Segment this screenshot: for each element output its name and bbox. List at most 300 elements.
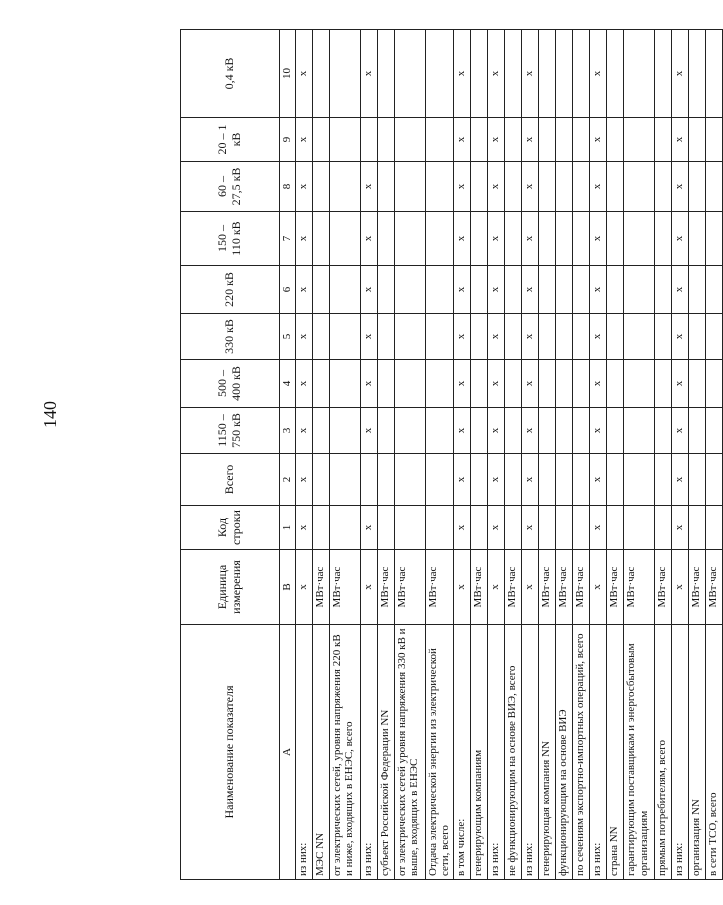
table-cell: х bbox=[521, 30, 538, 118]
table-cell bbox=[394, 30, 425, 118]
table-cell bbox=[705, 454, 722, 506]
table-cell bbox=[654, 314, 671, 360]
table-cell: х bbox=[589, 212, 606, 266]
header-cell: 1150 – 750 кВ bbox=[181, 408, 280, 454]
column-number: 9 bbox=[280, 118, 296, 162]
row-indicator-name: из них: bbox=[589, 625, 606, 880]
table-cell bbox=[360, 454, 377, 506]
row-unit: МВт·час bbox=[377, 550, 394, 625]
table-cell bbox=[377, 212, 394, 266]
column-number: 1 bbox=[280, 506, 296, 550]
row-indicator-name: по сечениям экспортно-импортных операций, всего bbox=[572, 625, 589, 880]
table-cell bbox=[470, 360, 487, 408]
table-cell bbox=[623, 506, 654, 550]
header-cell: 330 кВ bbox=[181, 314, 280, 360]
table-cell: х bbox=[295, 162, 312, 212]
table-row bbox=[312, 30, 329, 880]
table-cell: х bbox=[589, 408, 606, 454]
header-cell: 150 – 110 кВ bbox=[181, 212, 280, 266]
table-row bbox=[589, 30, 606, 880]
row-unit: х bbox=[295, 550, 312, 625]
table-cell bbox=[623, 162, 654, 212]
table-cell: х bbox=[487, 212, 504, 266]
table-cell bbox=[329, 212, 360, 266]
table-cell bbox=[538, 314, 555, 360]
table-row bbox=[572, 30, 589, 880]
table-cell bbox=[623, 266, 654, 314]
table-cell bbox=[654, 118, 671, 162]
table-cell: х bbox=[360, 360, 377, 408]
table-cell: х bbox=[295, 266, 312, 314]
table-cell: х bbox=[589, 118, 606, 162]
table-cell bbox=[654, 506, 671, 550]
table-cell bbox=[606, 266, 623, 314]
row-indicator-name: организация NN bbox=[688, 625, 705, 880]
table-cell bbox=[606, 454, 623, 506]
column-number-row bbox=[280, 30, 296, 880]
table-cell bbox=[425, 118, 453, 162]
table-cell: х bbox=[453, 212, 470, 266]
table-cell bbox=[504, 30, 521, 118]
table-cell bbox=[312, 118, 329, 162]
table-cell bbox=[312, 212, 329, 266]
table-cell bbox=[623, 118, 654, 162]
table-cell bbox=[688, 162, 705, 212]
table-cell bbox=[654, 408, 671, 454]
table-cell: х bbox=[360, 506, 377, 550]
table-cell bbox=[329, 506, 360, 550]
header-cell: 60 – 27,5 кВ bbox=[181, 162, 280, 212]
table-cell bbox=[705, 212, 722, 266]
table-cell: х bbox=[521, 506, 538, 550]
row-unit: МВт·час bbox=[425, 550, 453, 625]
row-unit: МВт·час bbox=[654, 550, 671, 625]
table-cell bbox=[329, 30, 360, 118]
table-cell bbox=[538, 118, 555, 162]
table-cell: х bbox=[671, 454, 688, 506]
table-row bbox=[504, 30, 521, 880]
table-cell bbox=[504, 506, 521, 550]
column-number: А bbox=[280, 625, 296, 880]
table-cell: х bbox=[360, 212, 377, 266]
column-number: 4 bbox=[280, 360, 296, 408]
table-row bbox=[295, 30, 312, 880]
table-cell: х bbox=[589, 454, 606, 506]
table-row bbox=[688, 30, 705, 880]
table-cell bbox=[312, 30, 329, 118]
column-number: 5 bbox=[280, 314, 296, 360]
table-cell: х bbox=[453, 30, 470, 118]
table-cell bbox=[377, 118, 394, 162]
table-cell bbox=[425, 408, 453, 454]
header-row bbox=[181, 30, 280, 880]
table-cell bbox=[623, 314, 654, 360]
header-cell: 0,4 кВ bbox=[181, 30, 280, 118]
table-cell bbox=[654, 212, 671, 266]
table-cell bbox=[705, 162, 722, 212]
table-cell bbox=[329, 266, 360, 314]
table-row bbox=[394, 30, 425, 880]
table-cell: х bbox=[671, 506, 688, 550]
table-cell: х bbox=[671, 314, 688, 360]
row-indicator-name: из них: bbox=[521, 625, 538, 880]
column-number: 7 bbox=[280, 212, 296, 266]
table-cell bbox=[654, 30, 671, 118]
table-cell bbox=[312, 506, 329, 550]
row-unit: МВт·час bbox=[555, 550, 572, 625]
table-cell bbox=[394, 266, 425, 314]
table-cell: х bbox=[487, 360, 504, 408]
table-cell bbox=[688, 506, 705, 550]
column-number: В bbox=[280, 550, 296, 625]
table-cell bbox=[329, 454, 360, 506]
row-unit: МВт·час bbox=[538, 550, 555, 625]
table-cell bbox=[329, 314, 360, 360]
table-row bbox=[360, 30, 377, 880]
table-cell: х bbox=[589, 30, 606, 118]
table-cell bbox=[538, 212, 555, 266]
table-cell bbox=[312, 162, 329, 212]
table-cell bbox=[470, 212, 487, 266]
row-unit: х bbox=[671, 550, 688, 625]
row-unit: МВт·час bbox=[470, 550, 487, 625]
table-row bbox=[377, 30, 394, 880]
table-cell bbox=[555, 314, 572, 360]
table-row bbox=[671, 30, 688, 880]
table-cell: х bbox=[360, 162, 377, 212]
table-cell: х bbox=[671, 360, 688, 408]
table-cell: х bbox=[487, 408, 504, 454]
table-cell bbox=[572, 30, 589, 118]
row-indicator-name: в том числе: bbox=[453, 625, 470, 880]
table-cell bbox=[425, 506, 453, 550]
table-cell bbox=[425, 162, 453, 212]
table-row bbox=[470, 30, 487, 880]
row-unit: МВт·час bbox=[623, 550, 654, 625]
table-cell: х bbox=[671, 118, 688, 162]
table-cell bbox=[394, 454, 425, 506]
table-cell bbox=[377, 360, 394, 408]
table-cell: х bbox=[521, 266, 538, 314]
table-row bbox=[654, 30, 671, 880]
table-cell bbox=[654, 454, 671, 506]
table-cell bbox=[312, 454, 329, 506]
table-cell bbox=[312, 266, 329, 314]
table-cell bbox=[470, 454, 487, 506]
table-cell: х bbox=[453, 454, 470, 506]
table-cell bbox=[394, 212, 425, 266]
table-cell bbox=[705, 506, 722, 550]
row-indicator-name: прямым потребителям, всего bbox=[654, 625, 671, 880]
table-cell bbox=[504, 360, 521, 408]
table-cell bbox=[606, 408, 623, 454]
column-number: 10 bbox=[280, 30, 296, 118]
table-cell bbox=[538, 408, 555, 454]
table-cell bbox=[555, 360, 572, 408]
table-cell bbox=[538, 30, 555, 118]
table-cell bbox=[538, 266, 555, 314]
table-cell: х bbox=[521, 162, 538, 212]
header-cell: 500 – 400 кВ bbox=[181, 360, 280, 408]
table-cell: х bbox=[589, 266, 606, 314]
table-cell bbox=[555, 266, 572, 314]
table-cell: х bbox=[589, 506, 606, 550]
table-cell bbox=[606, 360, 623, 408]
table-cell bbox=[312, 360, 329, 408]
table-cell bbox=[538, 162, 555, 212]
table-cell: х bbox=[360, 314, 377, 360]
table-cell bbox=[688, 314, 705, 360]
table-cell bbox=[504, 408, 521, 454]
table-cell bbox=[606, 162, 623, 212]
table-cell bbox=[470, 408, 487, 454]
row-unit: х bbox=[360, 550, 377, 625]
table-cell bbox=[394, 314, 425, 360]
table-cell bbox=[572, 506, 589, 550]
table-cell: х bbox=[671, 212, 688, 266]
table-cell bbox=[555, 30, 572, 118]
table-cell bbox=[538, 506, 555, 550]
table-cell bbox=[394, 506, 425, 550]
table-cell bbox=[705, 360, 722, 408]
row-indicator-name: генерирующим компаниям bbox=[470, 625, 487, 880]
table-cell bbox=[572, 454, 589, 506]
table-cell bbox=[688, 30, 705, 118]
row-indicator-name: функционирующим на основе ВИЭ bbox=[555, 625, 572, 880]
table-cell bbox=[394, 360, 425, 408]
table-cell: х bbox=[453, 506, 470, 550]
row-indicator-name: генерирующая компания NN bbox=[538, 625, 555, 880]
table-cell bbox=[377, 162, 394, 212]
table-cell bbox=[394, 408, 425, 454]
row-unit: МВт·час bbox=[572, 550, 589, 625]
table-cell: х bbox=[521, 212, 538, 266]
table-cell: х bbox=[295, 360, 312, 408]
table-cell: х bbox=[487, 30, 504, 118]
column-number: 3 bbox=[280, 408, 296, 454]
table-cell bbox=[606, 314, 623, 360]
table-cell: х bbox=[295, 212, 312, 266]
table-cell: х bbox=[487, 506, 504, 550]
table-cell bbox=[425, 212, 453, 266]
row-unit: х bbox=[487, 550, 504, 625]
row-indicator-name: из них: bbox=[360, 625, 377, 880]
row-indicator-name: из них: bbox=[671, 625, 688, 880]
column-number: 8 bbox=[280, 162, 296, 212]
table-cell: х bbox=[487, 314, 504, 360]
table-cell bbox=[654, 360, 671, 408]
table-cell bbox=[470, 266, 487, 314]
table-cell bbox=[606, 506, 623, 550]
table-cell bbox=[623, 212, 654, 266]
table-cell bbox=[705, 408, 722, 454]
table-cell: х bbox=[671, 162, 688, 212]
table-cell bbox=[606, 212, 623, 266]
table-cell bbox=[377, 30, 394, 118]
row-indicator-name: субъект Российской Федерации NN bbox=[377, 625, 394, 880]
table-cell bbox=[688, 212, 705, 266]
table-cell bbox=[504, 212, 521, 266]
table-cell: х bbox=[360, 30, 377, 118]
row-unit: МВт·час bbox=[312, 550, 329, 625]
table-cell bbox=[623, 408, 654, 454]
table-row bbox=[521, 30, 538, 880]
header-cell: 20 – 1 кВ bbox=[181, 118, 280, 162]
table-cell: х bbox=[453, 266, 470, 314]
table-cell bbox=[688, 454, 705, 506]
table-row bbox=[705, 30, 722, 880]
table-cell: х bbox=[295, 506, 312, 550]
table-row bbox=[555, 30, 572, 880]
row-indicator-name: МЭС NN bbox=[312, 625, 329, 880]
table-cell: х bbox=[453, 314, 470, 360]
table-row bbox=[453, 30, 470, 880]
table-cell bbox=[377, 314, 394, 360]
table-cell bbox=[572, 360, 589, 408]
table-cell bbox=[688, 118, 705, 162]
table-cell bbox=[425, 360, 453, 408]
table-cell bbox=[606, 30, 623, 118]
table-cell bbox=[705, 30, 722, 118]
table-cell bbox=[688, 408, 705, 454]
table-cell: х bbox=[487, 162, 504, 212]
table-cell: х bbox=[671, 408, 688, 454]
table-cell: х bbox=[589, 162, 606, 212]
table-cell: х bbox=[295, 30, 312, 118]
row-unit: х bbox=[521, 550, 538, 625]
row-unit: х bbox=[589, 550, 606, 625]
row-indicator-name: от электрических сетей, уровня напряжения 220 кВ и ниже, входящих в ЕНЭС, всего bbox=[329, 625, 360, 880]
table-cell bbox=[572, 408, 589, 454]
table-cell bbox=[555, 118, 572, 162]
row-unit: МВт·час bbox=[504, 550, 521, 625]
row-unit: МВт·час bbox=[705, 550, 722, 625]
row-unit: МВт·час bbox=[329, 550, 360, 625]
table-cell bbox=[504, 314, 521, 360]
table-cell bbox=[538, 360, 555, 408]
table-cell: х bbox=[521, 360, 538, 408]
table-cell bbox=[606, 118, 623, 162]
row-indicator-name: в сети ТСО, всего bbox=[705, 625, 722, 880]
table-cell bbox=[504, 162, 521, 212]
table-row bbox=[425, 30, 453, 880]
table-cell bbox=[470, 118, 487, 162]
table-cell: х bbox=[589, 314, 606, 360]
row-unit: МВт·час bbox=[606, 550, 623, 625]
table-cell: х bbox=[295, 314, 312, 360]
row-indicator-name: гарантирующим поставщикам и энергосбытовым организациям bbox=[623, 625, 654, 880]
table-cell bbox=[329, 360, 360, 408]
table-cell bbox=[377, 266, 394, 314]
row-indicator-name: страна NN bbox=[606, 625, 623, 880]
table-cell bbox=[329, 162, 360, 212]
table-cell bbox=[538, 454, 555, 506]
table-cell bbox=[377, 408, 394, 454]
table-cell bbox=[555, 162, 572, 212]
table-cell: х bbox=[487, 454, 504, 506]
row-unit: МВт·час bbox=[394, 550, 425, 625]
table-row bbox=[606, 30, 623, 880]
table-cell: х bbox=[589, 360, 606, 408]
table-cell bbox=[572, 162, 589, 212]
table-cell: х bbox=[295, 454, 312, 506]
table-cell bbox=[654, 162, 671, 212]
indicator-table bbox=[180, 29, 723, 880]
table-cell bbox=[555, 454, 572, 506]
table-cell bbox=[688, 266, 705, 314]
table-cell: х bbox=[671, 266, 688, 314]
table-cell bbox=[623, 454, 654, 506]
table-cell bbox=[654, 266, 671, 314]
table-cell bbox=[504, 266, 521, 314]
row-indicator-name: из них: bbox=[487, 625, 504, 880]
table-cell: х bbox=[453, 408, 470, 454]
table-body bbox=[295, 30, 722, 880]
table-cell bbox=[470, 30, 487, 118]
table-cell bbox=[688, 360, 705, 408]
table-cell bbox=[623, 360, 654, 408]
table-cell bbox=[555, 212, 572, 266]
table-cell bbox=[623, 30, 654, 118]
table-cell bbox=[555, 506, 572, 550]
table-cell bbox=[425, 454, 453, 506]
table-cell bbox=[329, 408, 360, 454]
table-cell bbox=[470, 162, 487, 212]
table-cell bbox=[470, 506, 487, 550]
table-row bbox=[623, 30, 654, 880]
table-cell bbox=[504, 118, 521, 162]
table-cell: х bbox=[295, 118, 312, 162]
table-cell: х bbox=[453, 162, 470, 212]
table-cell: х bbox=[521, 118, 538, 162]
row-indicator-name: Отдача электрической энергии из электрической сети, всего bbox=[425, 625, 453, 880]
page-number: 140 bbox=[40, 401, 60, 428]
table-cell bbox=[572, 212, 589, 266]
table-cell bbox=[394, 162, 425, 212]
table-cell bbox=[394, 118, 425, 162]
table-cell bbox=[555, 408, 572, 454]
column-number: 2 bbox=[280, 454, 296, 506]
header-cell: Единица измерения bbox=[181, 550, 280, 625]
table-cell bbox=[312, 314, 329, 360]
header-cell: Код строки bbox=[181, 506, 280, 550]
table-cell bbox=[572, 314, 589, 360]
header-cell: Наименование показателя bbox=[181, 625, 280, 880]
table-cell bbox=[572, 118, 589, 162]
column-number: 6 bbox=[280, 266, 296, 314]
table-cell bbox=[705, 314, 722, 360]
table-cell bbox=[329, 118, 360, 162]
table-row bbox=[538, 30, 555, 880]
table-cell: х bbox=[453, 118, 470, 162]
table-cell bbox=[425, 266, 453, 314]
table-cell bbox=[504, 454, 521, 506]
table-cell bbox=[360, 118, 377, 162]
row-indicator-name: от электрических сетей уровня напряжения 330 кВ и выше, входящих в ЕНЭС bbox=[394, 625, 425, 880]
table-cell bbox=[425, 30, 453, 118]
row-indicator-name: из них: bbox=[295, 625, 312, 880]
row-unit: х bbox=[453, 550, 470, 625]
table-cell: х bbox=[360, 266, 377, 314]
table-cell bbox=[470, 314, 487, 360]
table-cell bbox=[377, 506, 394, 550]
table-cell bbox=[572, 266, 589, 314]
table-cell bbox=[705, 266, 722, 314]
table-cell: х bbox=[453, 360, 470, 408]
table-row bbox=[487, 30, 504, 880]
table-cell: х bbox=[295, 408, 312, 454]
table-cell bbox=[705, 118, 722, 162]
